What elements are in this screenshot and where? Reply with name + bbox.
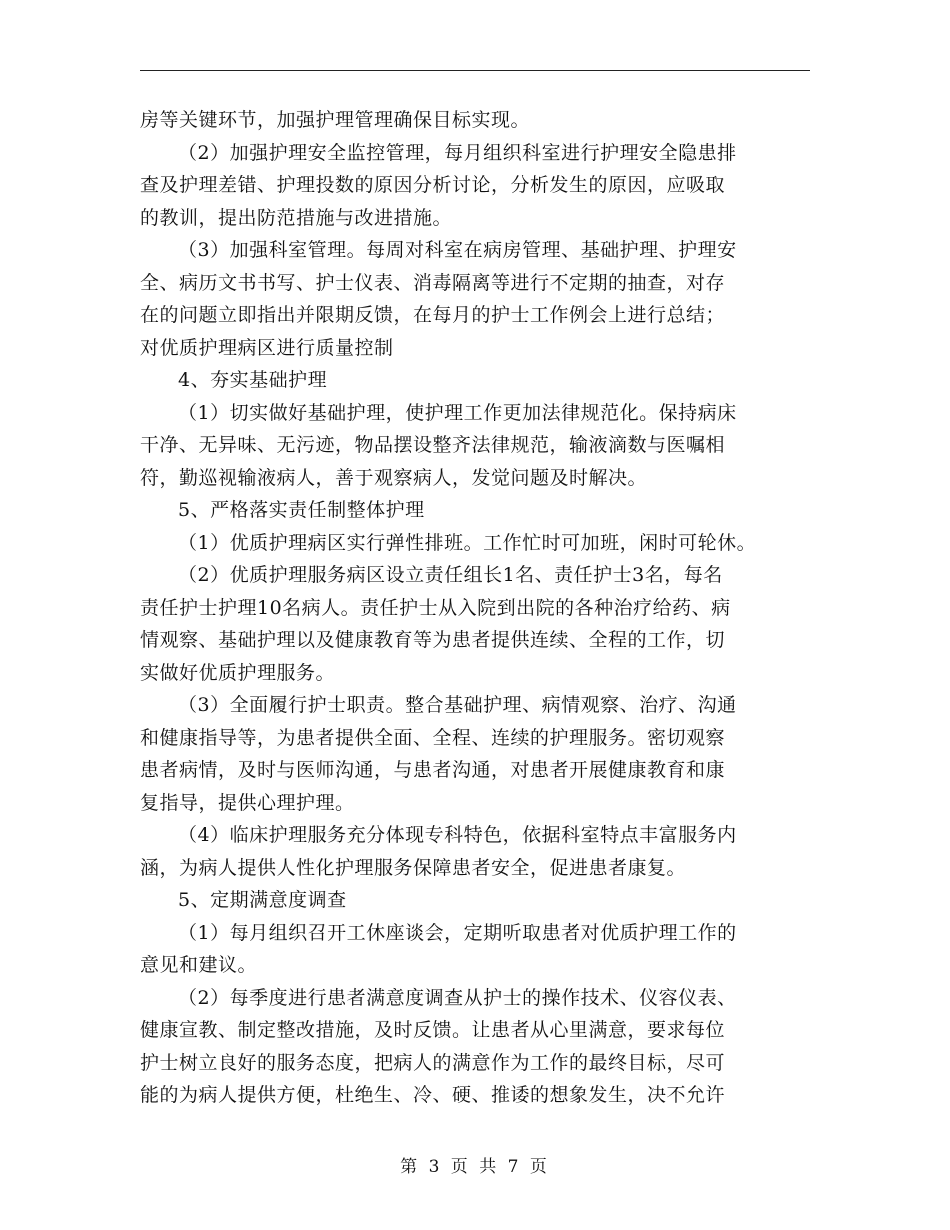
text-line: 实做好优质护理服务。 (140, 661, 336, 684)
text-line: 4、夯实基础护理 (178, 369, 328, 391)
text-line: 和健康指导等，为患者提供全面、全程、连续的护理服务。密切观察 (140, 726, 726, 749)
header-rule (140, 70, 810, 71)
text-line: （2）每季度进行患者满意度调查从护士的操作技术、仪容仪表、 (178, 986, 737, 1009)
text-line: 情观察、基础护理以及健康教育等为患者提供连续、全程的工作，切 (140, 629, 726, 651)
text-line: （3）全面履行护士职责。整合基础护理、病情观察、治疗、沟通 (178, 694, 737, 716)
page-number-footer: 第 3 页 共 7 页 (400, 1157, 550, 1177)
text-line: 复指导，提供心理护理。 (140, 791, 355, 814)
text-line: 符，勤巡视输液病人，善于观察病人，发觉问题及时解决。 (140, 466, 648, 489)
text-line: （1）切实做好基础护理，使护理工作更加法律规范化。保持病床 (178, 401, 737, 424)
text-line: 意见和建议。 (140, 954, 258, 976)
text-line: 全、病历文书书写、护士仪表、消毒隔离等进行不定期的抽查，对存 (140, 271, 726, 294)
text-line: 查及护理差错、护理投数的原因分析讨论，分析发生的原因，应吸取 (140, 174, 726, 196)
text-line: 健康宣教、制定整改措施，及时反馈。让患者从心里满意，要求每位 (140, 1019, 726, 1041)
text-line: 患者病情，及时与医师沟通，与患者沟通，对患者开展健康教育和康 (140, 759, 726, 781)
text-line: 能的为病人提供方便，杜绝生、冷、硬、推诿的想象发生，决不允许 (140, 1084, 726, 1106)
text-line: 5、严格落实责任制整体护理 (178, 499, 425, 521)
body-text (140, 104, 810, 1112)
text-line: （3）加强科室管理。每周对科室在病房管理、基础护理、护理安 (178, 239, 737, 261)
text-line: 涵，为病人提供人性化护理服务保障患者安全，促进患者康复。 (140, 856, 687, 879)
text-line: 房等关键环节，加强护理管理确保目标实现。 (140, 109, 531, 131)
text-line: 护士树立良好的服务态度，把病人的满意作为工作的最终目标，尽可 (140, 1051, 726, 1074)
text-line: （1）每月组织召开工休座谈会，定期听取患者对优质护理工作的 (178, 921, 737, 944)
text-line: （2）优质护理服务病区设立责任组长1名、责任护士3名，每名 (178, 564, 723, 586)
text-line: （1）优质护理病区实行弹性排班。工作忙时可加班，闲时可轮休。 (178, 531, 757, 554)
text-line: 在的问题立即指出并限期反馈，在每月的护士工作例会上进行总结； (140, 304, 726, 326)
text-line: 责任护士护理10名病人。责任护士从入院到出院的各种治疗给药、病 (140, 596, 731, 619)
text-line: （2）加强护理安全监控管理，每月组织科室进行护理安全隐患排 (178, 141, 737, 164)
text-line: 的教训，提出防范措施与改进措施。 (140, 206, 453, 229)
text-line: 5、定期满意度调查 (178, 889, 347, 911)
text-line: 干净、无异味、无污迹，物品摆设整齐法律规范，输液滴数与医嘱相 (140, 434, 726, 456)
text-line: （4）临床护理服务充分体现专科特色，依据科室特点丰富服务内 (178, 824, 737, 846)
text-line: 对优质护理病区进行质量控制 (140, 336, 394, 359)
